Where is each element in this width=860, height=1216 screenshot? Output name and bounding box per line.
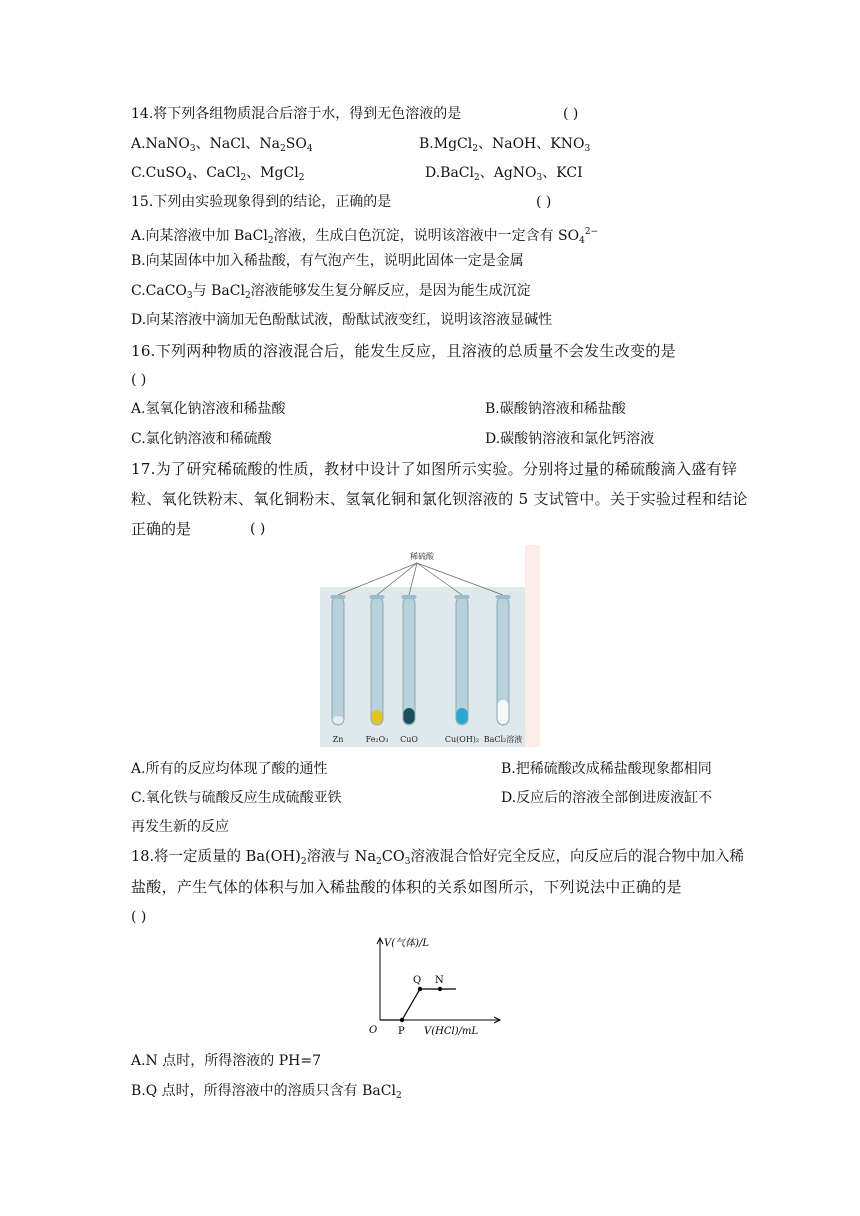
- q16-stem: 16.下列两种物质的溶液混合后，能发生反应，且溶液的总质量不会发生改变的是: [131, 342, 676, 360]
- q18-option-a: A.N 点时，所得溶液的 PH=7: [131, 1053, 321, 1069]
- q14-option-d: D.BaCl$_2$、AgNO$_3$、KCI: [425, 165, 583, 183]
- tube-body: [332, 597, 344, 725]
- test-tubes-figure: [320, 545, 540, 747]
- x-axis-label: V(HCl)/mL: [424, 1026, 479, 1037]
- y-axis-label: V(气体)/L: [384, 938, 430, 949]
- tube-lip: [331, 595, 346, 599]
- point-p-marker: [400, 1018, 404, 1022]
- q14-option-c: C.CuSO$_4$、CaCl$_2$、MgCl$_2$: [131, 165, 305, 183]
- q16-option-d: D.碳酸钠溶液和氯化钙溶液: [485, 431, 655, 447]
- tube-body: [403, 597, 415, 725]
- q17-option-b: B.把稀硫酸改成稀盐酸现象都相同: [501, 761, 712, 777]
- point-n-marker: [438, 987, 442, 991]
- tube-label: Zn: [332, 735, 344, 744]
- q18-stem-line1: 18.将一定质量的 $Ba(OH)_2$溶液与 $Na_2CO_3$溶液混合恰好完全反应，向反应后的混合物中加入稀: [131, 849, 744, 867]
- q18-stem-line2: 盐酸，产生气体的体积与加入稀盐酸的体积的关系如图所示，下列说法中正确的是: [131, 878, 682, 896]
- tube-lip: [496, 595, 511, 599]
- tube-body: [371, 597, 383, 725]
- point-p-label: P: [398, 1026, 405, 1037]
- q15-option-b: B.向某固体中加入稀盐酸，有气泡产生，说明此固体一定是金属: [131, 253, 524, 269]
- tube-label: CuO: [400, 735, 418, 744]
- point-q-label: Q: [413, 975, 422, 986]
- q14-answer-paren: ( ): [563, 106, 579, 122]
- point-n-label: N: [435, 975, 444, 986]
- tube-lip: [402, 595, 417, 599]
- q14-stem: 14.将下列各组物质混合后溶于水，得到无色溶液的是: [131, 106, 462, 122]
- tube-lip: [370, 595, 385, 599]
- q16-answer-paren: ( ): [131, 372, 147, 388]
- q17-option-c: C.氧化铁与硫酸反应生成硫酸亚铁: [131, 790, 342, 806]
- q14-option-a: A.NaNO$_3$、NaCl、$Na_2SO_4$: [131, 136, 313, 154]
- q17-stem-line1: 17.为了研究稀硫酸的性质，教材中设计了如图所示实验。分别将过量的稀硫酸滴入盛有锌: [131, 460, 738, 478]
- q17-answer-paren: ( ): [250, 521, 266, 537]
- q15-option-a: A.向某溶液中加 BaCl$_2$溶液，生成白色沉淀，说明该溶液中一定含有 $SO_4^{2-}$: [131, 227, 599, 246]
- q15-option-c: C.CaCO$_3$与 BaCl$_2$溶液能够发生复分解反应，是因为能生成沉淀: [131, 283, 531, 301]
- origin-label: O: [369, 1025, 378, 1036]
- q18-option-b: B.Q 点时，所得溶液中的溶质只含有 BaCl$_2$: [131, 1083, 402, 1101]
- q14-option-b: B.MgCl$_2$、NaOH、$KNO_3$: [419, 136, 591, 154]
- tube-label: BaCl₂溶液: [483, 735, 523, 744]
- q17-option-a: A.所有的反应均体现了酸的通性: [131, 761, 328, 777]
- q16-option-a: A.氢氧化钠溶液和稀盐酸: [131, 401, 286, 417]
- q15-option-d: D.向某溶液中滴加无色酚酞试液，酚酞试液变红，说明该溶液显碱性: [131, 312, 553, 328]
- tube-label: Cu(OH)₂: [444, 735, 480, 744]
- tube-contents: [372, 710, 383, 724]
- tube-label: Fe₂O₃: [365, 735, 389, 744]
- gas-volume-graph: [366, 934, 506, 1038]
- tube-contents: [457, 708, 468, 724]
- q16-option-c: C.氯化钠溶液和稀硫酸: [131, 431, 272, 447]
- tube-contents: [333, 716, 344, 724]
- tube-body: [456, 597, 468, 725]
- test-tube: [331, 595, 346, 744]
- acid-label: 稀硫酸: [410, 552, 434, 561]
- q15-answer-paren: ( ): [536, 194, 552, 210]
- q16-option-b: B.碳酸钠溶液和稀盐酸: [485, 401, 626, 417]
- q17-stem-line3: 正确的是: [131, 520, 192, 538]
- q17-option-d-line2: 再发生新的反应: [131, 819, 229, 835]
- tube-contents: [498, 700, 509, 724]
- tube-contents: [404, 708, 415, 724]
- point-q-marker: [418, 987, 422, 991]
- q15-stem: 15.下列由实验现象得到的结论，正确的是: [131, 194, 392, 210]
- tube-lip: [455, 595, 470, 599]
- q18-answer-paren: ( ): [131, 909, 147, 925]
- q17-stem-line2: 粒、氧化铁粉末、氧化铜粉末、氢氧化铜和氯化钡溶液的 5 支试管中。关于实验过程和结论: [131, 490, 748, 508]
- figure-edge: [525, 545, 540, 747]
- q17-option-d-line1: D.反应后的溶液全部倒进废液缸不: [501, 790, 713, 806]
- gas-curve: [380, 989, 456, 1020]
